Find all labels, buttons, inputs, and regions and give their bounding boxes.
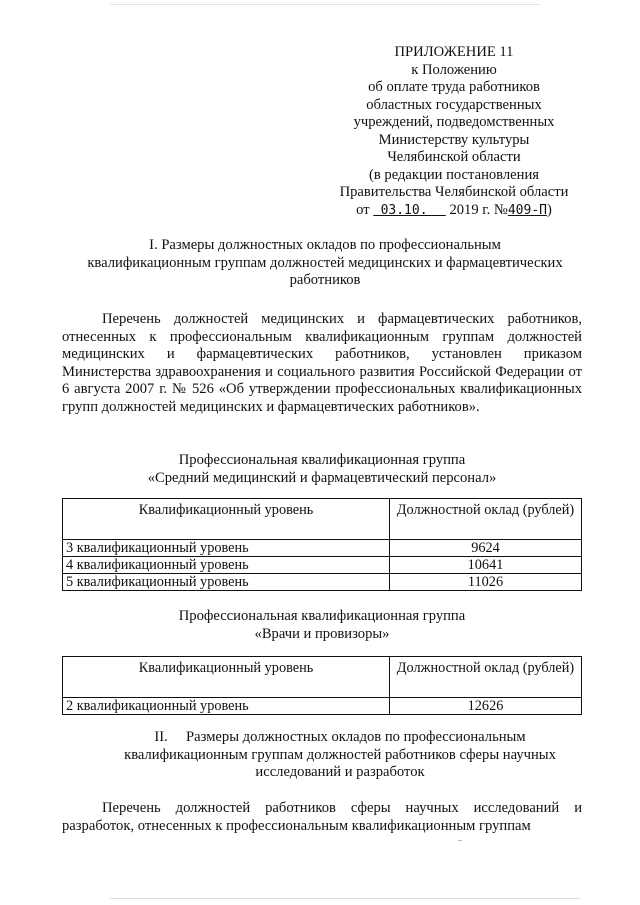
section-2-title: [90, 729, 590, 782]
appendix-title: ПРИЛОЖЕНИЕ 11: [394, 44, 514, 60]
table-row: [63, 557, 582, 574]
section-1-title: [70, 237, 580, 290]
level-cell: 5 квалификационный уровень: [63, 574, 390, 591]
table-row: [63, 698, 582, 715]
level-cell: 4 квалификационный уровень: [63, 557, 390, 574]
appendix-line: Челябинской области: [387, 149, 521, 165]
appendix-line: учреждений, подведомственных: [353, 114, 555, 130]
appendix-line: областных государственных: [366, 96, 542, 113]
group-1-title-line-1: Профессиональная квалификационная группа: [178, 452, 466, 468]
section-2-title-line: исследований и разработок: [255, 764, 425, 780]
salary-table-1: [62, 498, 582, 591]
section-2-number: II.: [154, 729, 168, 745]
salary-table-2: [62, 656, 582, 715]
table-row: [63, 540, 582, 557]
date-prefix: от: [356, 201, 370, 218]
resolution-number: 409-П: [507, 202, 547, 218]
group-1-title-line-2: «Средний медицинский и фармацевтический персонал»: [147, 469, 497, 486]
salary-cell: 9624: [390, 540, 582, 557]
section-1-title-line: квалификационным группам должностей медицинских и фармацевтических: [87, 254, 563, 271]
number-close: ): [546, 201, 552, 218]
section-1-title-line: работников: [289, 272, 361, 288]
scan-speck: [458, 840, 462, 841]
section-2-title-line: II. Размеры должностных окладов по профессиональным: [154, 729, 526, 745]
appendix-header: [318, 44, 590, 219]
appendix-line: к Положению: [411, 61, 497, 78]
group-2-title-line-2: «Врачи и провизоры»: [254, 625, 390, 642]
salary-cell: 11026: [390, 574, 582, 591]
level-cell: 2 квалификационный уровень: [63, 698, 390, 715]
table-header-row: [63, 657, 582, 698]
group-2-title: [62, 608, 582, 643]
level-cell: 3 квалификационный уровень: [63, 540, 390, 557]
appendix-line: Правительства Челябинской области: [339, 184, 569, 200]
section-1-paragraph: Перечень должностей медицинских и фармацевтических работников, отнесенных к профессиональным квалификационным группам должностей медицинских и фармацевтических работников, установлен приказом Министерства здравоохранения и социального развития Российской Федерации от 6 августа 2007 г. № 526 «Об утверждении профессиональных квалификационных групп должностей медицинских и фармацевтических работников».: [62, 311, 582, 415]
appendix-line: (в редакции постановления: [369, 166, 539, 183]
scan-artifact-top: [110, 4, 540, 5]
scan-artifact-bottom: [110, 898, 580, 899]
group-2-title-line-1: Профессиональная квалификационная группа: [178, 608, 466, 624]
salary-cell: 12626: [390, 698, 582, 715]
column-header-salary: Должностной оклад (рублей): [390, 657, 582, 698]
table-header-row: [63, 499, 582, 540]
section-1-title-line: I. Размеры должностных окладов по профессиональным: [149, 237, 501, 253]
date-value: 03.10.: [380, 202, 428, 218]
group-1-title: [62, 452, 582, 487]
section-2-title-line: квалификационным группам должностей работников сферы научных: [124, 746, 556, 763]
table-row: [63, 574, 582, 591]
column-header-level: Квалификационный уровень: [63, 657, 390, 698]
salary-cell: 10641: [390, 557, 582, 574]
section-2-paragraph: Перечень должностей работников сферы научных исследований и разработок, отнесенных к профессиональным квалификационным группам: [62, 800, 582, 834]
date-suffix: 2019 г. №: [449, 201, 508, 218]
appendix-line: об оплате труда работников: [368, 79, 540, 95]
column-header-salary: Должностной оклад (рублей): [390, 499, 582, 540]
column-header-level: Квалификационный уровень: [63, 499, 390, 540]
appendix-line: Министерству культуры: [378, 131, 530, 148]
appendix-date-line: [318, 202, 590, 220]
